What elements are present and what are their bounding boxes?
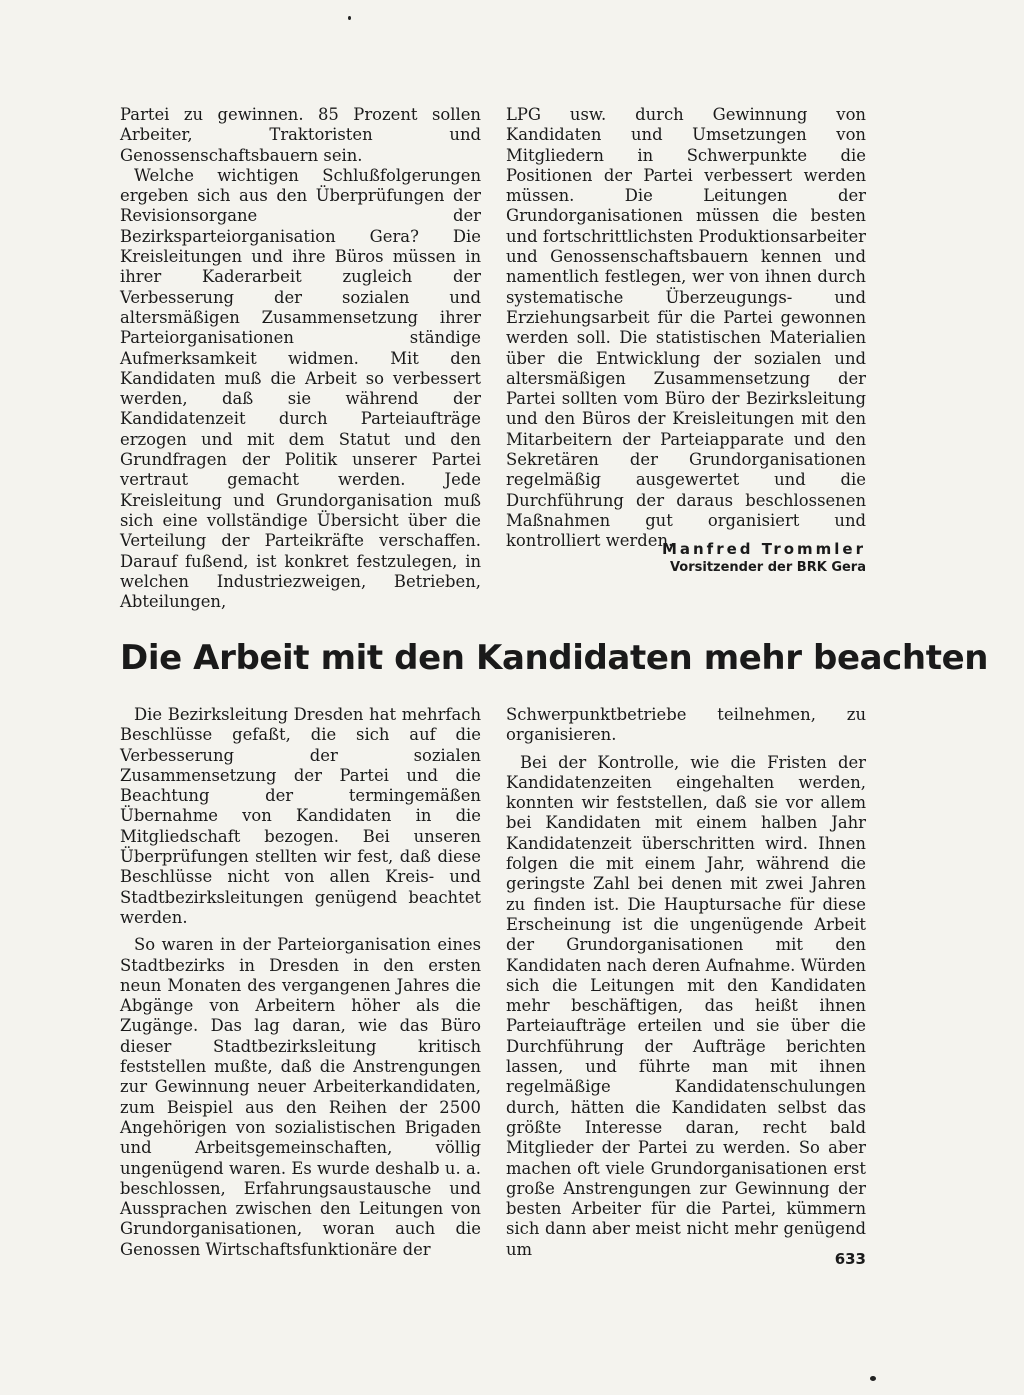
article1-right-column xyxy=(506,105,866,552)
author-title: Vorsitzender der BRK Gera xyxy=(669,560,866,575)
print-speck xyxy=(348,16,351,20)
paragraph: Bei der Kontrolle, wie die Fristen der Kandidatenzeiten eingehalten werden, konnten wir feststellen, daß sie vor allem bei Kandidaten mit einem halben Jahr Kandidatenzeit überschritten wird. Ihnen folgen die mit einem Jahr, während die geringste Zahl bei denen mit zwei Jahren zu finden ist. Die Hauptursache für diese Erscheinung ist die ungenügende Arbeit der Grundorganisationen mit den Kandidaten nach deren Aufnahme. Würden sich die Leitungen mit den Kandidaten mehr beschäftigen, das heißt ihnen Parteiaufträge erteilen und sie über die Durchführung der Aufträge berichten lassen, und führte man mit ihnen regelmäßige Kandidatenschulungen durch, hätten die Kandidaten selbst das größte Interesse daran, recht bald Mitglieder der Partei zu werden. So aber machen oft viele Grundorganisationen erst große Anstrengungen zur Gewinnung der besten Arbeiter für die Partei, kümmern sich dann aber meist nicht mehr genügend um xyxy=(506,752,866,1259)
paragraph: Die Bezirksleitung Dresden hat mehrfach Beschlüsse gefaßt, die sich auf die Verbesserung der sozialen Zusammensetzung der Partei und die Beachtung der termingemäßen Übernahme von Kandidaten in die Mitgliedschaft bezogen. Bei unseren Überprüfungen stellten wir fest, daß diese Beschlüsse nicht von allen Kreis- und Stadtbezirksleitungen genügend beachtet werden. xyxy=(120,705,481,927)
paragraph: Partei zu gewinnen. 85 Prozent sollen Arbeiter, Traktoristen und Genossenschaftsbauern sein. xyxy=(120,105,481,165)
paragraph: So waren in der Parteiorganisation eines Stadtbezirks in Dresden in den ersten neun Monaten des vergangenen Jahres die Abgänge von Arbeitern höher als die Zugänge. Das lag daran, wie das Büro dieser Stadtbezirksleitung kritisch feststellen mußte, daß die Anstrengungen zur Gewinnung neuer Arbeiterkandidaten, zum Beispiel aus den Reihen der 2500 Angehörigen von sozialistischen Brigaden und Arbeitsgemeinschaften, völlig ungenügend waren. Es wurde deshalb u. a. beschlossen, Erfahrungsaustausche und Aussprachen zwischen den Leitungen von Grundorganisationen, woran auch die Genossen Wirtschaftsfunktionäre der xyxy=(120,935,481,1259)
paragraph: Welche wichtigen Schlußfolgerungen ergeben sich aus den Überprüfungen der Revisionsorgane der Bezirksparteiorganisation Gera? Die Kreisleitungen und ihre Büros müssen in ihrer Kaderarbeit zugleich der Verbesserung der sozialen und altersmäßigen Zusammensetzung ihrer Parteiorganisationen ständige Aufmerksamkeit widmen. Mit den Kandidaten muß die Arbeit so verbessert werden, daß sie während der Kandidatenzeit durch Parteiaufträge erzogen und mit dem Statut und den Grundfragen der Politik unserer Partei vertraut gemacht werden. Jede Kreisleitung und Grundorganisation muß sich eine vollständige Übersicht über die Verteilung der Parteikräfte verschaffen. Darauf fußend, ist konkret festzulegen, in welchen Industriezweigen, Betrieben, Abteilungen, xyxy=(120,165,481,612)
page-number: 633 xyxy=(834,1250,866,1268)
paragraph: Schwerpunktbetriebe teilnehmen, zu organisieren. xyxy=(506,705,866,745)
paragraph: LPG usw. durch Gewinnung von Kandidaten und Umsetzungen von Mitgliedern in Schwerpunkte die Positionen der Partei verbessert werden müssen. Die Leitungen der Grundorganisationen müssen die besten und fortschrittlichsten Produktionsarbeiter und Genossenschaftsbauern kennen und namentlich festlegen, wer von ihnen durch systematische Überzeugungs- und Erziehungsarbeit für die Partei gewonnen werden soll. Die statistischen Materialien über die Entwicklung der sozialen und altersmäßigen Zusammensetzung der Partei sollten vom Büro der Bezirksleitung und den Büros der Kreisleitungen mit den Mitarbeitern der Parteiapparate und den Sekretären der Grundorganisationen regelmäßig ausgewertet und die Durchführung der daraus beschlossenen Maßnahmen gut organisiert und kontrolliert werden. xyxy=(506,105,866,551)
article2-left-column xyxy=(120,705,481,1260)
article1-left-column xyxy=(120,105,481,612)
article2-right-column xyxy=(506,705,866,1260)
print-speck xyxy=(870,1376,876,1381)
author-name: Manfred Trommler xyxy=(661,540,866,558)
article-headline: Die Arbeit mit den Kandidaten mehr beachten xyxy=(120,638,989,678)
